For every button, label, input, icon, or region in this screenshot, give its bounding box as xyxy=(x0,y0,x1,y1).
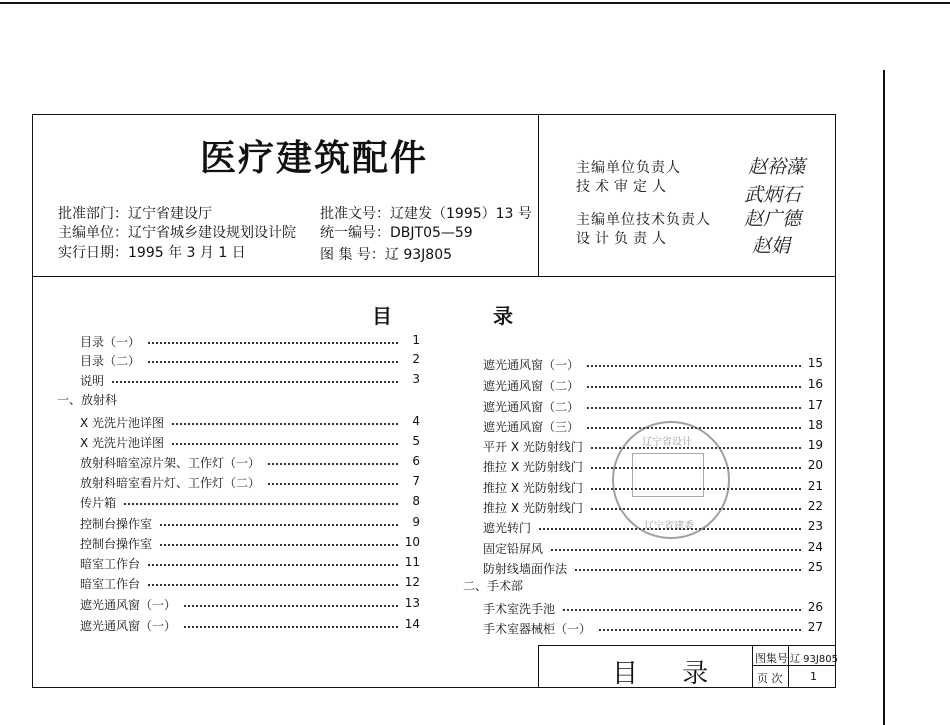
toc-entry-label: 控制台操作室 xyxy=(80,517,153,531)
toc-heading-left: 目 xyxy=(372,304,392,328)
page-value: 1 xyxy=(810,670,817,683)
toc-entry xyxy=(483,560,823,577)
block-title: 目 录 xyxy=(612,659,727,689)
toc-entry-label: 说明 xyxy=(80,374,105,388)
toc-entry-label: 推拉 X 光防射线门 xyxy=(483,501,583,515)
toc-entry-page: 18 xyxy=(807,418,823,432)
toc-entry xyxy=(80,414,420,431)
toc-entry-label: 放射科暗室凉片架、工作灯（一） xyxy=(80,456,261,470)
approval-doc: 批准文号：辽建发（1995）13 号 xyxy=(320,206,532,222)
unified-code: 统一编号：DBJT05—59 xyxy=(320,225,473,241)
toc-entry-page: 20 xyxy=(807,458,823,472)
toc-entry-page: 21 xyxy=(807,479,823,493)
toc-entry-page: 7 xyxy=(412,474,420,488)
toc-entry xyxy=(80,596,420,613)
toc-entry-label: 暗室工作台 xyxy=(80,557,141,571)
signature-2: 武炳石 xyxy=(744,184,802,206)
toc-entry-label: X 光洗片池详图 xyxy=(80,416,165,430)
toc-entry-page: 26 xyxy=(807,600,823,614)
toc-entry-label: 平开 X 光防射线门 xyxy=(483,440,583,454)
toc-entry-page: 5 xyxy=(412,434,420,448)
toc-entry-page: 25 xyxy=(807,560,823,574)
toc-entry xyxy=(80,617,420,634)
resp-label-design-head: 设计负责人 xyxy=(576,231,671,247)
toc-entry-label: 推拉 X 光防射线门 xyxy=(483,460,583,474)
toc-entry-label: 放射科暗室看片灯、工作灯（二） xyxy=(80,476,261,490)
toc-entry xyxy=(483,600,823,617)
toc-entry xyxy=(80,474,420,491)
section-radiology: 一、放射科 xyxy=(57,393,118,407)
page-edge-line xyxy=(883,70,885,725)
toc-entry-label: 暗室工作台 xyxy=(80,577,141,591)
toc-entry-label: 遮光通风窗（一） xyxy=(80,619,177,633)
toc-entry-page: 14 xyxy=(404,617,420,631)
toc-entry-page: 9 xyxy=(412,515,420,529)
page-title: 医疗建筑配件 xyxy=(200,138,429,179)
toc-entry-label: 固定铅屏风 xyxy=(483,542,544,556)
frame-left xyxy=(32,114,33,688)
toc-entry-label: 遮光通风窗（二） xyxy=(483,400,580,414)
toc-heading-right: 录 xyxy=(493,304,513,328)
toc-entry-label: X 光洗片池详图 xyxy=(80,436,165,450)
toc-entry-label: 控制台操作室 xyxy=(80,537,153,551)
toc-entry xyxy=(80,372,420,389)
header-vertical-divider xyxy=(538,114,539,277)
toc-entry xyxy=(80,575,420,592)
toc-entry-label: 遮光通风窗（一） xyxy=(80,598,177,612)
toc-entry xyxy=(483,398,823,415)
toc-entry-page: 13 xyxy=(404,596,420,610)
toc-entry xyxy=(80,352,420,369)
toc-entry xyxy=(80,535,420,552)
toc-entry-label: 传片箱 xyxy=(80,496,117,510)
toc-entry xyxy=(80,434,420,451)
effective-date: 实行日期：1995 年 3 月 1 日 xyxy=(58,245,246,261)
atlas-number: 图 集 号：辽 93J805 xyxy=(320,247,453,263)
toc-entry-label: 手术室洗手池 xyxy=(483,602,556,616)
toc-entry-page: 11 xyxy=(404,555,420,569)
resp-label-tech-review: 技术审定人 xyxy=(576,179,671,195)
toc-entry-label: 推拉 X 光防射线门 xyxy=(483,481,583,495)
approval-dept: 批准部门：辽宁省建设厅 xyxy=(58,206,212,222)
toc-entry xyxy=(80,454,420,471)
frame-right xyxy=(835,114,836,688)
toc-entry xyxy=(80,333,420,350)
toc-entry-label: 遮光转门 xyxy=(483,521,532,535)
toc-entry-page: 22 xyxy=(807,499,823,513)
top-edge-line xyxy=(0,2,950,4)
toc-entry-page: 16 xyxy=(807,377,823,391)
toc-entry-page: 15 xyxy=(807,356,823,370)
toc-entry-label: 遮光通风窗（二） xyxy=(483,379,580,393)
signature-3: 赵广德 xyxy=(744,208,802,230)
toc-entry-page: 12 xyxy=(404,575,420,589)
toc-entry-page: 2 xyxy=(412,352,420,366)
toc-entry-label: 防射线墙面作法 xyxy=(483,562,568,576)
stamp-top-text: 辽宁省设计 xyxy=(642,437,692,448)
toc-entry-page: 23 xyxy=(807,519,823,533)
toc-entry-page: 4 xyxy=(412,414,420,428)
toc-entry-page: 8 xyxy=(412,494,420,508)
toc-entry-page: 6 xyxy=(412,454,420,468)
toc-entry-label: 目录（一） xyxy=(80,335,141,349)
page-label: 页 次 xyxy=(757,672,783,685)
resp-label-tech-head: 主编单位技术负责人 xyxy=(576,212,711,228)
toc-entry-label: 目录（二） xyxy=(80,354,141,368)
toc-entry-page: 19 xyxy=(807,438,823,452)
toc-entry xyxy=(483,540,823,557)
seal-stamp xyxy=(612,421,730,539)
toc-entry xyxy=(80,494,420,511)
toc-entry xyxy=(483,356,823,373)
toc-entry xyxy=(483,377,823,394)
toc-entry-page: 10 xyxy=(404,535,420,549)
toc-entry-page: 27 xyxy=(807,620,823,634)
editor-unit: 主编单位：辽宁省城乡建设规划设计院 xyxy=(58,225,296,241)
toc-entry xyxy=(80,555,420,572)
stamp-bottom-text: 辽宁省建委 xyxy=(644,521,694,532)
toc-entry-page: 24 xyxy=(807,540,823,554)
frame-top xyxy=(32,114,836,115)
toc-entry-label: 遮光通风窗（一） xyxy=(483,358,580,372)
signature-4: 赵娟 xyxy=(752,235,791,257)
resp-label-editor-head: 主编单位负责人 xyxy=(576,160,681,176)
atlas-label: 图集号 xyxy=(755,652,788,665)
toc-entry-page: 3 xyxy=(412,372,420,386)
toc-entry-page: 17 xyxy=(807,398,823,412)
header-divider xyxy=(32,276,836,277)
toc-entry-label: 手术室器械柜（一） xyxy=(483,622,592,636)
toc-entry-page: 1 xyxy=(412,333,420,347)
toc-entry-label: 遮光通风窗（三） xyxy=(483,420,580,434)
section-surgery: 二、手术部 xyxy=(463,579,524,593)
toc-entry xyxy=(80,515,420,532)
signature-1: 赵裕藻 xyxy=(748,156,806,178)
atlas-value: 辽 93J805 xyxy=(790,654,838,665)
toc-entry xyxy=(483,620,823,637)
